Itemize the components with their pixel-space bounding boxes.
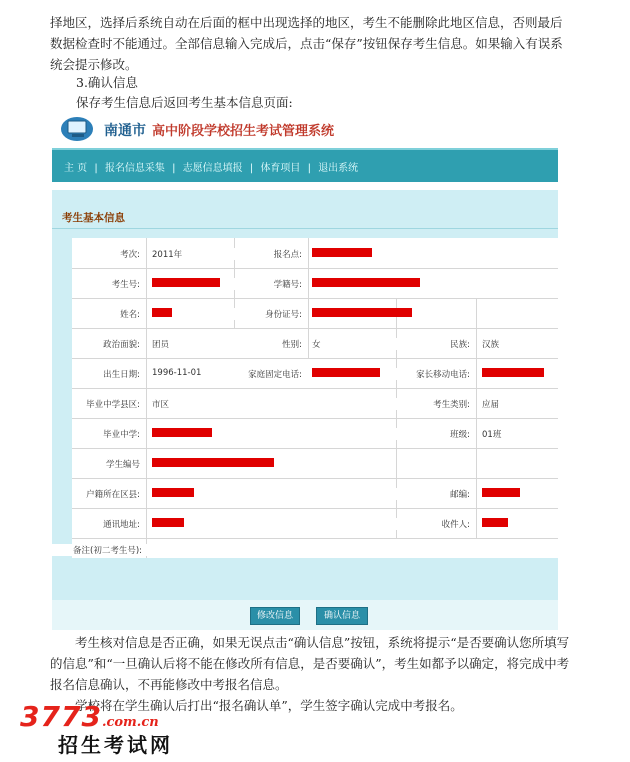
watermark-domain: .com.cn bbox=[101, 715, 159, 730]
remarks-label: 备注(初二考生号): bbox=[52, 544, 148, 556]
nav-sports[interactable]: 体育项目 bbox=[260, 163, 301, 174]
col-divider bbox=[308, 238, 309, 358]
student-category-label: 考生类别: bbox=[396, 398, 476, 410]
info-table bbox=[72, 238, 558, 558]
computer-logo-icon bbox=[60, 114, 94, 142]
redacted-exam-number bbox=[152, 278, 220, 287]
redacted-hukou-district bbox=[152, 488, 194, 497]
row-divider bbox=[72, 418, 558, 419]
section-heading: 3.确认信息 bbox=[76, 75, 138, 90]
redacted-parent-mobile bbox=[482, 368, 544, 377]
city-name: 南通市 bbox=[104, 123, 146, 139]
student-number-label: 学生编号 bbox=[72, 458, 146, 470]
nav-logout[interactable]: 退出系统 bbox=[318, 163, 359, 174]
confirm-info-button[interactable]: 确认信息 bbox=[316, 607, 368, 625]
exam-number-label: 考生号: bbox=[72, 278, 146, 290]
political-status-value: 团员 bbox=[152, 340, 170, 350]
final-paragraph: 学校将在学生确认后打出“报名确认单”，学生签字确认完成中考报名。 bbox=[75, 698, 463, 713]
nav-sep: | bbox=[307, 163, 311, 174]
intro-paragraph: 择地区，选择后系统自动在后面的框中出现选择的地区，考生不能删除此地区信息，否则最后数据检查时不能通过。全部信息输入完成后，点击“保存”按钮保存考生信息。如果输入有误系统会提示修改。 bbox=[50, 15, 563, 72]
nav-home[interactable]: 主 页 bbox=[64, 163, 88, 174]
hukou-district-label: 户籍所在区县: bbox=[72, 488, 146, 500]
class-label: 班级: bbox=[396, 428, 476, 440]
row-divider bbox=[72, 478, 558, 479]
row-divider bbox=[72, 508, 558, 509]
redacted-student-number bbox=[152, 458, 274, 467]
school-district-value: 市区 bbox=[152, 400, 170, 410]
col-divider bbox=[476, 298, 477, 538]
modify-info-button[interactable]: 修改信息 bbox=[250, 607, 300, 625]
col-divider bbox=[146, 238, 147, 558]
redacted-graduate-school bbox=[152, 428, 212, 437]
redacted-registration-site bbox=[312, 248, 372, 257]
school-district-label: 毕业中学县区: bbox=[72, 398, 146, 410]
redacted-mailing-address bbox=[152, 518, 184, 527]
redacted-home-phone bbox=[312, 368, 380, 377]
gender-label: 性别: bbox=[234, 338, 308, 350]
system-header bbox=[52, 110, 558, 148]
row-divider bbox=[72, 358, 558, 359]
birth-date-label: 出生日期: bbox=[72, 368, 146, 380]
ethnicity-value: 汉族 bbox=[482, 340, 500, 350]
ethnicity-label: 民族: bbox=[396, 338, 476, 350]
exam-session-label: 考次: bbox=[72, 248, 146, 260]
nav-bar bbox=[52, 148, 558, 182]
panel-title: 考生基本信息 bbox=[62, 212, 125, 224]
confirm-paragraph: 考生核对信息是否正确，如果无误点击“确认信息”按钮，系统将提示“是否要确认您所填写的信息”和“一旦确认后将不能在修改所有信息，是否要确认”，考生如都予以确定，将完成中考报名信息确认，不再能修改中考报名信息。 bbox=[50, 635, 570, 692]
redacted-postcode bbox=[482, 488, 520, 497]
row-divider bbox=[72, 298, 558, 299]
student-info-panel bbox=[52, 190, 558, 600]
system-name: 高中阶段学校招生考试管理系统 bbox=[152, 124, 335, 139]
row-divider bbox=[72, 388, 558, 389]
nav-sep: | bbox=[249, 163, 254, 174]
nav-menu bbox=[64, 159, 362, 174]
watermark-number: 3773 bbox=[20, 700, 102, 733]
redacted-id-card bbox=[312, 308, 412, 317]
student-category-value: 应届 bbox=[482, 400, 500, 410]
id-card-label: 身份证号: bbox=[234, 308, 308, 320]
political-status-label: 政治面貌: bbox=[72, 338, 146, 350]
redacted-name bbox=[152, 308, 172, 317]
redacted-recipient bbox=[482, 518, 508, 527]
nav-sep: | bbox=[94, 163, 98, 174]
nav-registration[interactable]: 报名信息采集 bbox=[104, 163, 165, 174]
class-value: 01班 bbox=[482, 430, 502, 440]
parent-mobile-label: 家长移动电话: bbox=[396, 368, 476, 380]
home-phone-label: 家庭固定电话: bbox=[234, 368, 308, 380]
graduate-school-label: 毕业中学: bbox=[72, 428, 146, 440]
nav-preferences[interactable]: 志愿信息填报 bbox=[182, 163, 243, 174]
registration-site-label: 报名点: bbox=[234, 248, 308, 260]
watermark-site-name: 招生考试网 bbox=[58, 733, 173, 757]
nav-sep: | bbox=[172, 163, 176, 174]
site-watermark-logo bbox=[20, 700, 173, 758]
mailing-address-label: 通讯地址: bbox=[72, 518, 146, 530]
row-divider bbox=[72, 448, 558, 449]
row-divider bbox=[72, 268, 558, 269]
col-divider bbox=[396, 298, 397, 538]
redacted-student-id bbox=[312, 278, 420, 287]
row-divider bbox=[72, 538, 558, 539]
exam-session-value: 2011年 bbox=[152, 250, 183, 260]
row-divider bbox=[72, 328, 558, 329]
divider bbox=[52, 228, 558, 229]
button-bar bbox=[52, 600, 558, 630]
birth-date-value: 1996-11-01 bbox=[152, 368, 202, 378]
student-id-label: 学籍号: bbox=[234, 278, 308, 290]
embedded-screenshot bbox=[52, 110, 558, 630]
section-intro: 保存考生信息后返回考生基本信息页面: bbox=[76, 95, 293, 110]
name-label: 姓名: bbox=[72, 308, 146, 320]
gender-value: 女 bbox=[312, 340, 321, 350]
postcode-label: 邮编: bbox=[396, 488, 476, 500]
recipient-label: 收件人: bbox=[396, 518, 476, 530]
